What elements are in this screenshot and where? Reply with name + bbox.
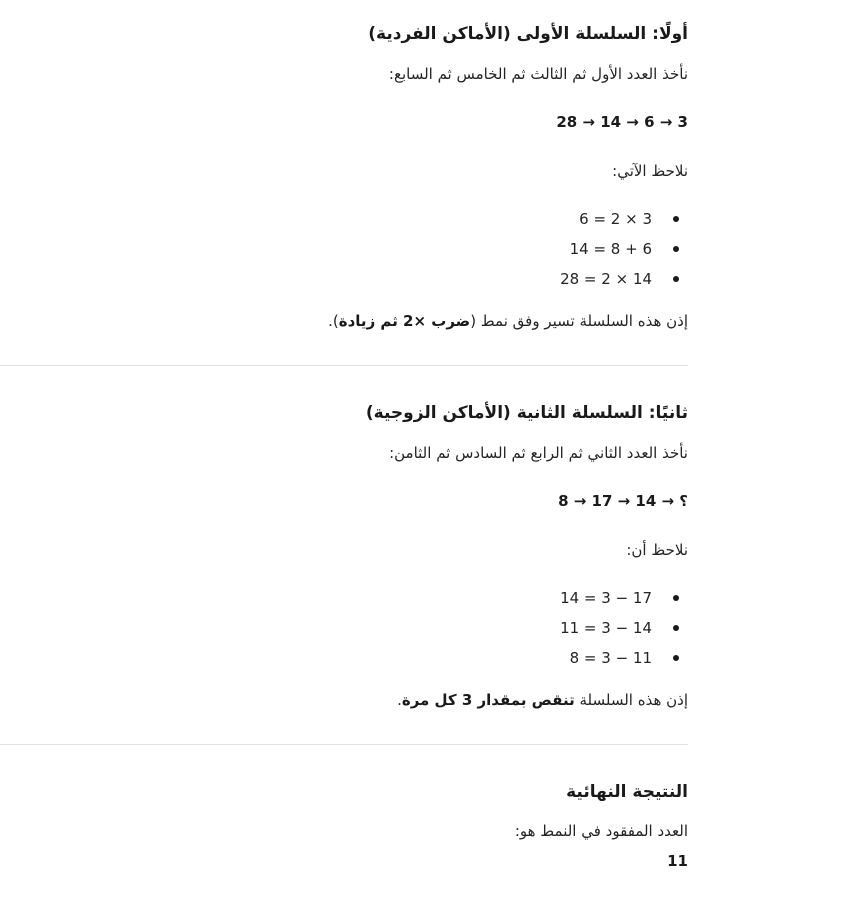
section1-equation-list [560,208,688,298]
conclusion-prefix: إذن هذه السلسلة [574,691,688,709]
equation-text: 14 = 8 + 6 [569,240,652,258]
equation-item [560,208,688,238]
bullet-icon [673,625,679,631]
section2-equation-list [560,587,688,677]
conclusion-prefix: إذن هذه السلسلة تسير وفق نمط ( [470,312,688,330]
equation-item [560,268,688,298]
section2-intro: نأخذ العدد الثاني ثم الرابع ثم السادس ثم الثامن: [389,444,688,462]
result-answer: 11 [667,852,688,870]
section2-conclusion [397,689,688,711]
section2-heading: ثانيًا: السلسلة الثانية (الأماكن الزوجية) [365,403,688,423]
conclusion-suffix: ). [328,312,339,330]
bullet-icon [673,216,679,222]
section-divider [0,365,688,366]
section2-observe-label: نلاحظ أن: [626,541,688,559]
result-heading: النتيجة النهائية [566,782,688,802]
equation-text: 28 = 2 × 14 [560,270,652,288]
conclusion-bold: تنقص بمقدار 3 كل مرة [401,691,575,709]
equation-text: 6 = 2 × 3 [579,210,652,228]
equation-item [560,587,688,617]
section1-heading: أولًا: السلسلة الأولى (الأماكن الفردية) [368,24,688,44]
bullet-icon [673,655,679,661]
conclusion-suffix: . [397,691,402,709]
equation-item [560,617,688,647]
section2-sequence: 8 → ؟ → 14 → 17 [558,492,688,510]
bullet-icon [673,595,679,601]
section1-intro: نأخذ العدد الأول ثم الثالث ثم الخامس ثم السابع: [388,65,688,83]
equation-item [560,647,688,677]
section-divider [0,744,688,745]
section1-conclusion [328,310,688,332]
equation-item [560,238,688,268]
bullet-icon [673,276,679,282]
equation-text: 11 = 3 − 14 [560,619,652,637]
bullet-icon [673,246,679,252]
section1-observe-label: نلاحظ الآتي: [612,162,688,180]
conclusion-bold: ضرب ×2 ثم زيادة [338,312,471,330]
equation-text: 14 = 3 − 17 [560,589,652,607]
section1-sequence: 28 → 14 → 6 → 3 [556,113,688,131]
result-text: العدد المفقود في النمط هو: [514,822,688,840]
equation-text: 8 = 3 − 11 [569,649,652,667]
